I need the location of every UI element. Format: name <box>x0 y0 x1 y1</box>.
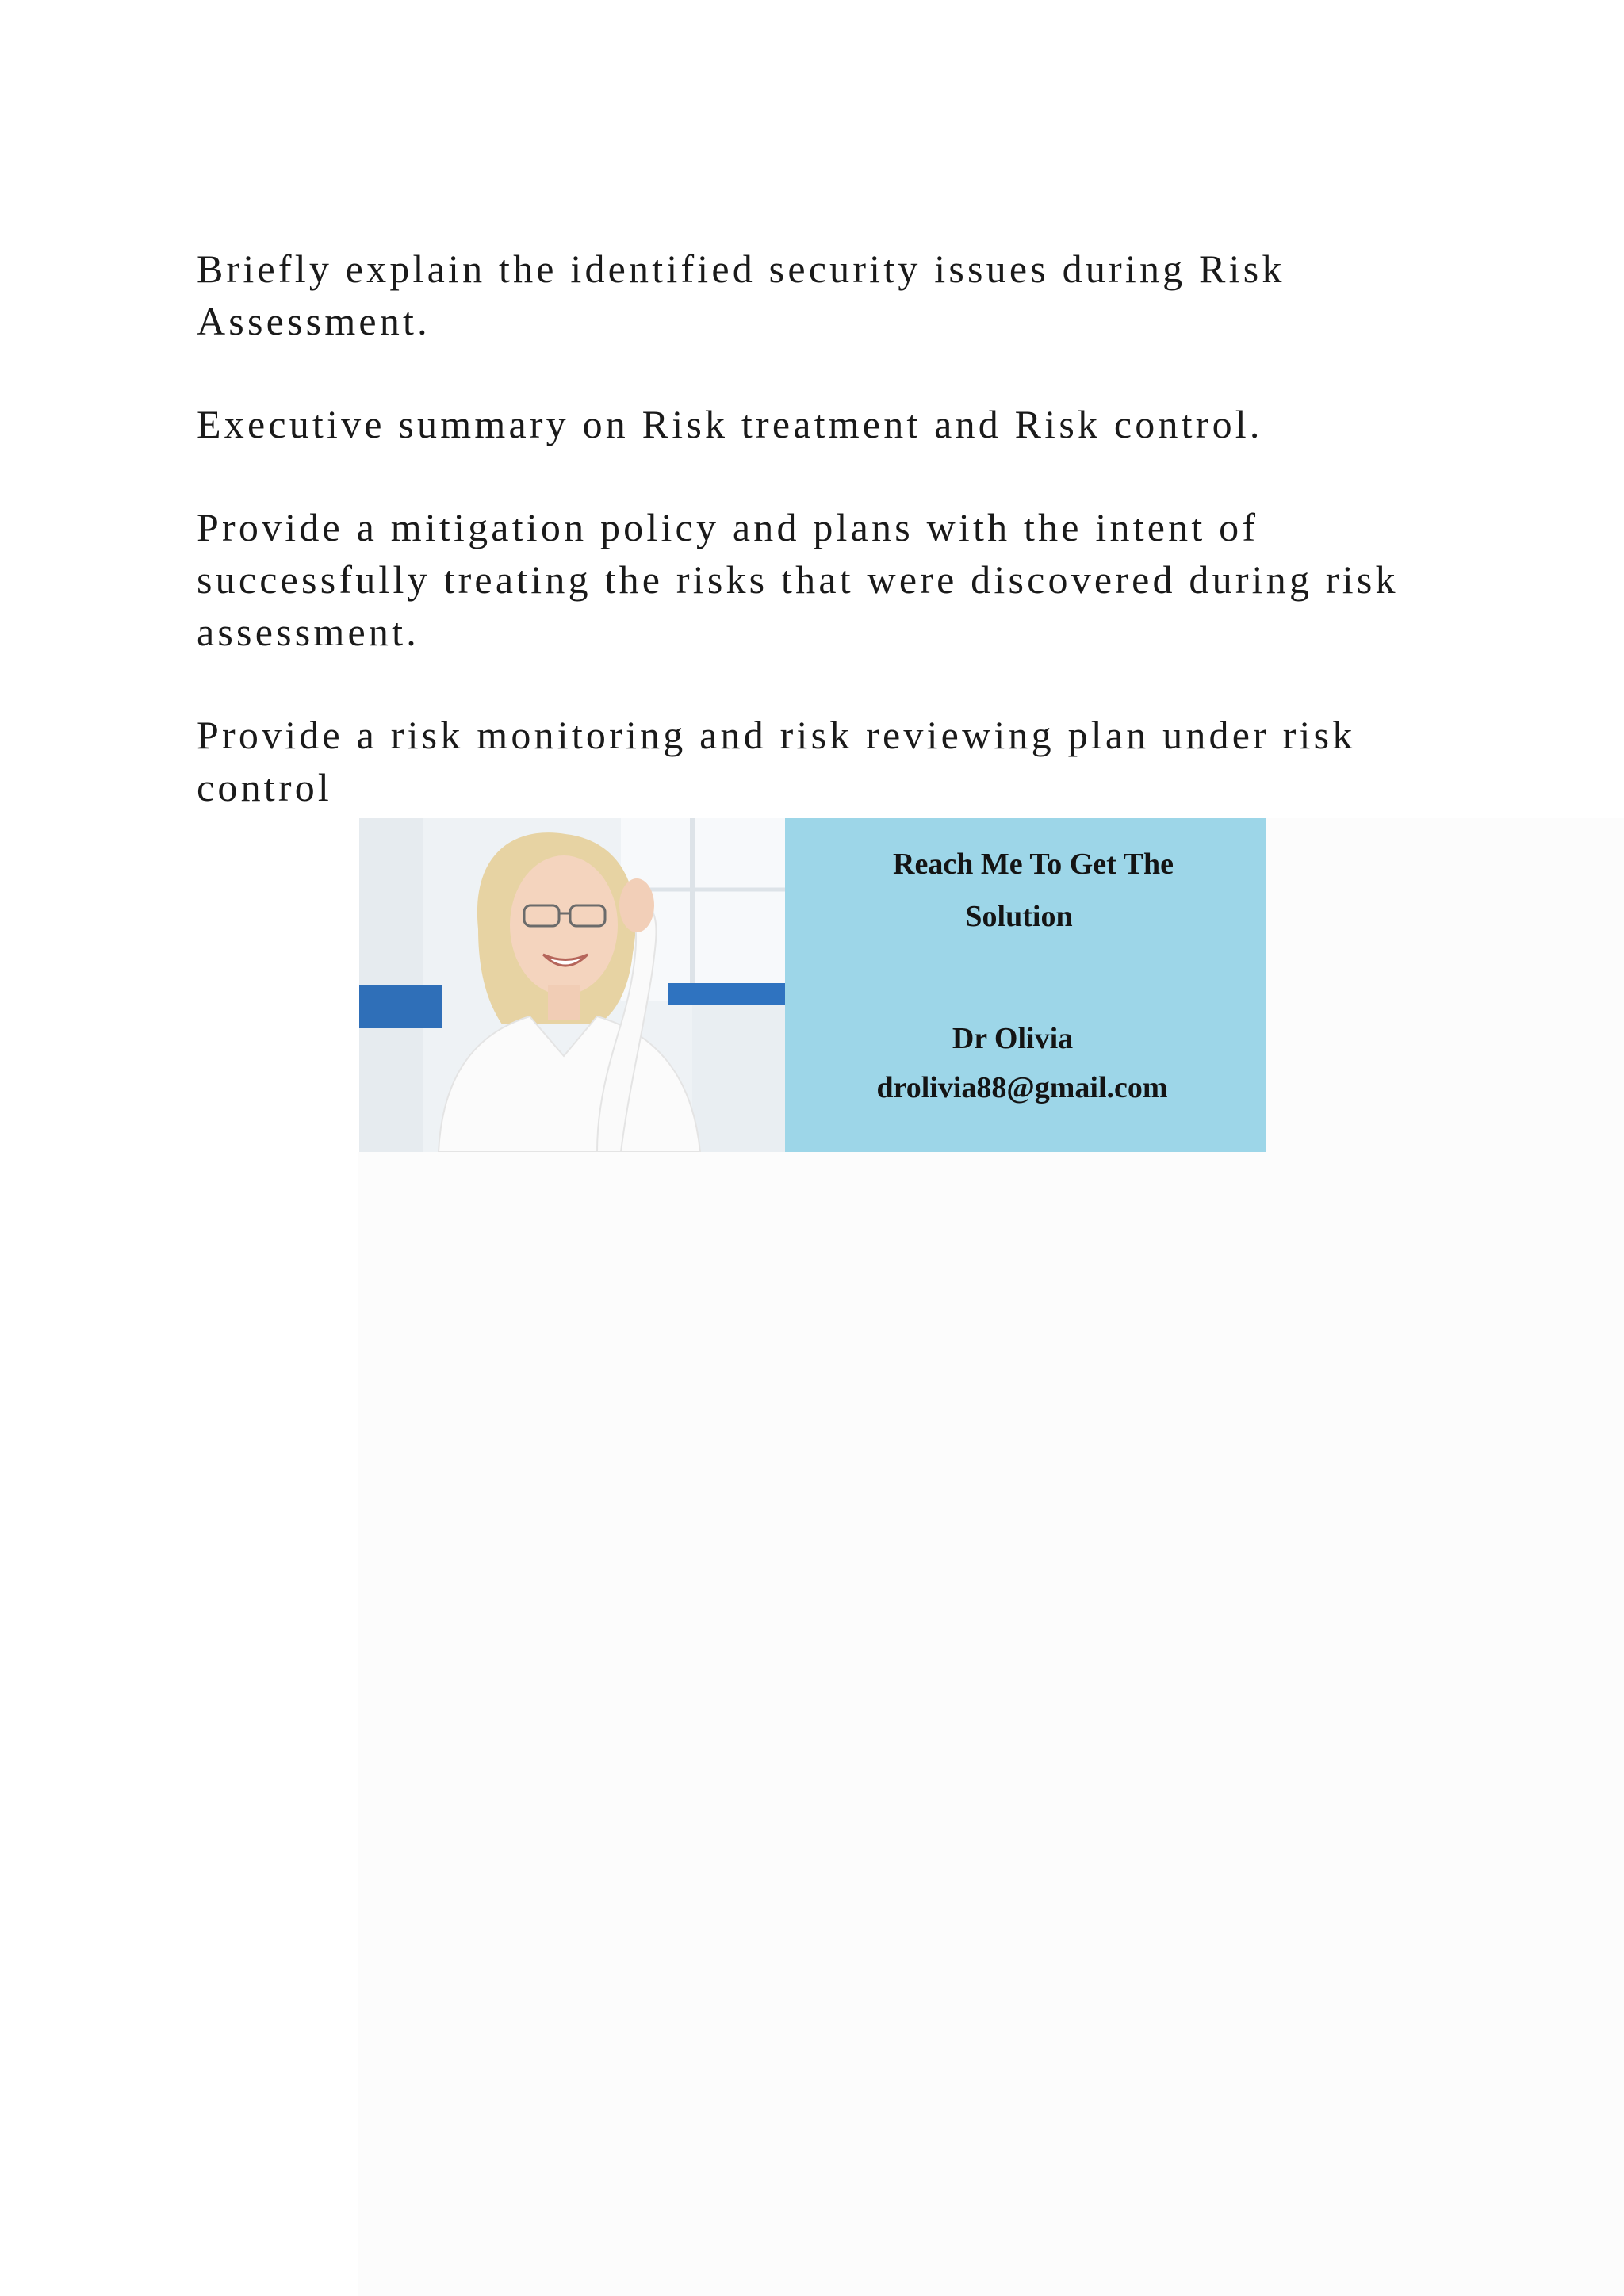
paragraph-executive-summary: Executive summary on Risk treatment and Risk control. <box>197 402 1263 446</box>
contact-email: drolivia88@gmail.com <box>876 1071 1168 1104</box>
paragraph-risk-monitoring: Provide a risk monitoring and risk reviewing plan under risk control <box>197 713 1356 809</box>
card-heading-line1: Reach Me To Get The <box>893 848 1174 881</box>
background-panel <box>1266 818 1624 1152</box>
paragraph-mitigation-policy: Provide a mitigation policy and plans with the intent of successfully treating the risks that were discovered during risk assessment. <box>197 505 1399 654</box>
contact-card <box>785 818 1266 1152</box>
card-heading-line2: Solution <box>965 900 1073 933</box>
contact-banner <box>359 818 1266 1152</box>
background-panel <box>358 1152 1624 2296</box>
contact-name: Dr Olivia <box>952 1022 1074 1055</box>
profile-photo <box>359 818 785 1152</box>
document-body <box>197 243 1434 813</box>
paragraph-security-issues: Briefly explain the identified security issues during Risk Assessment. <box>197 247 1285 343</box>
